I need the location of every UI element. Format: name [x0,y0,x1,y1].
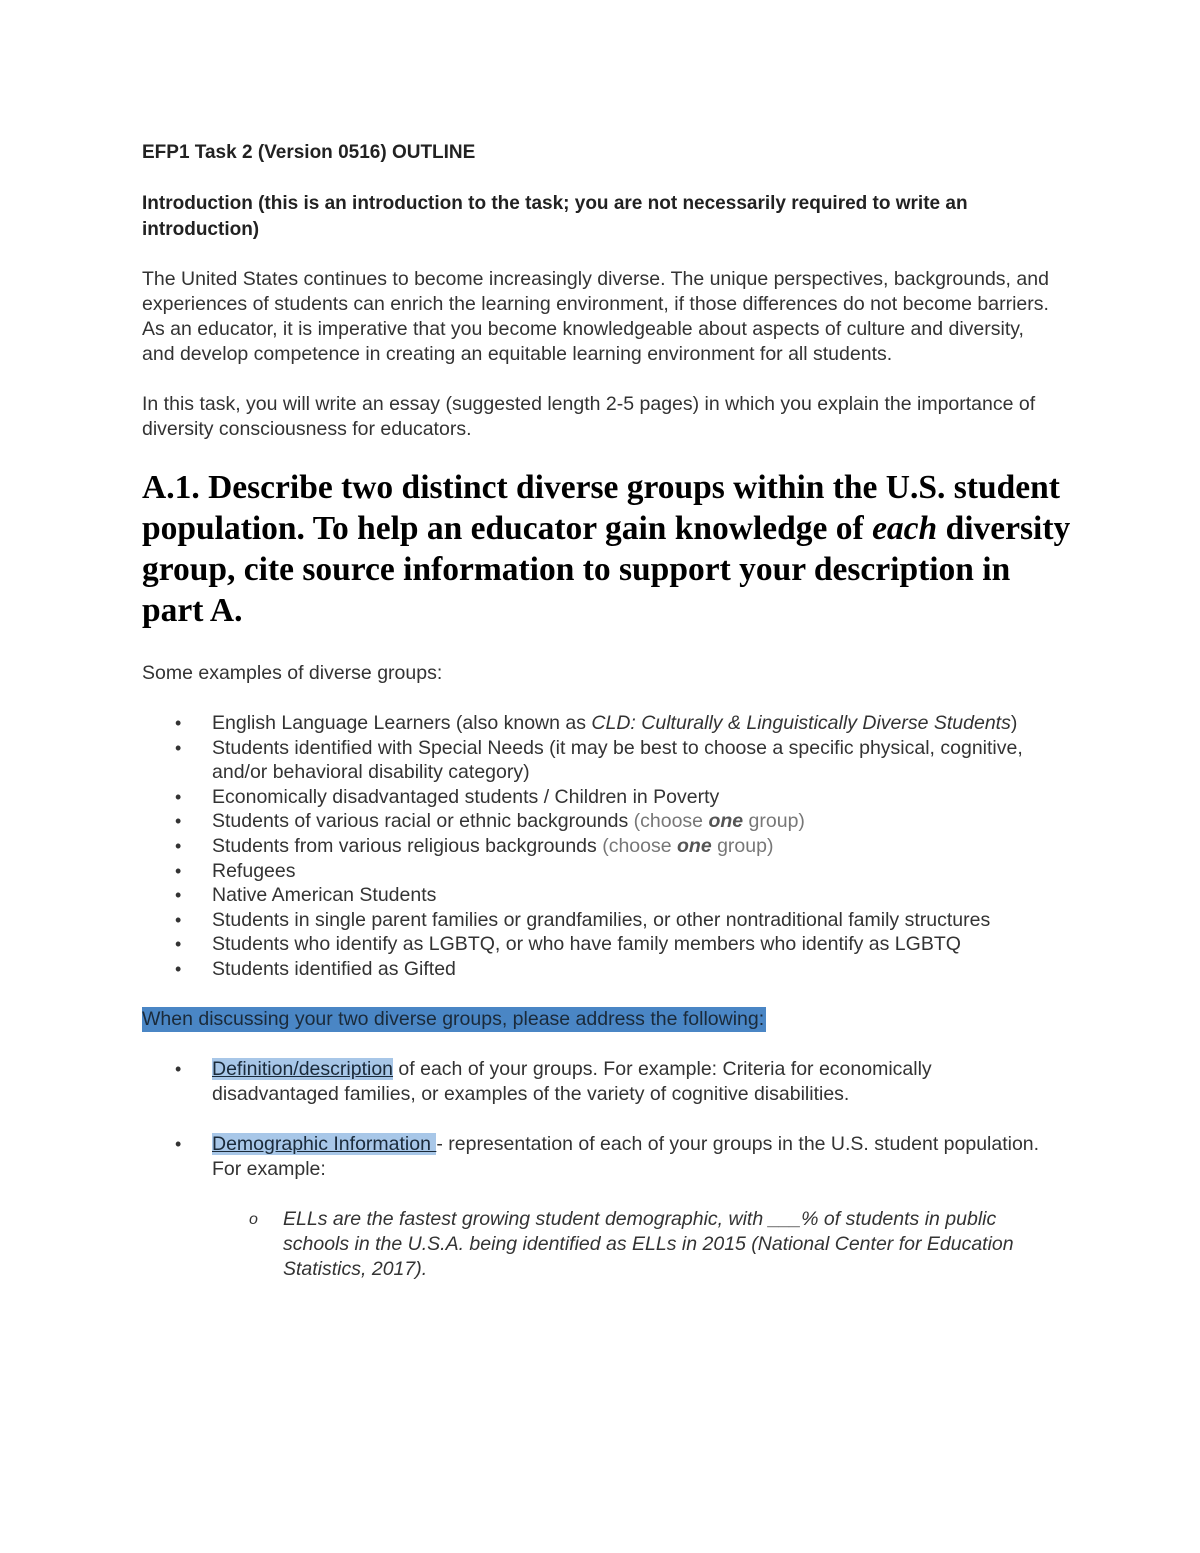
choose-note: (choose one group) [633,810,805,833]
list-item-text: Students who identify as LGBTQ, or who have family members who identify as LGBTQ [212,933,961,956]
section-a1-part1: A.1. Describe two distinct diverse groups within the U.S. student population. To help an educator gain knowledge of [142,469,1060,547]
list-item [142,908,1052,933]
section-a1-part2: diversity group, cite source information to support your description in part A. [142,510,1071,629]
bullet-icon: • [175,1058,182,1079]
list-item-text: Refugees [212,859,296,882]
list-item-text: Students from various religious backgrounds [212,834,603,857]
list-item [142,736,1052,785]
list-item [142,809,1052,834]
list-item [142,859,1052,884]
list-item-text: ) [1010,712,1018,734]
bullet-icon: • [175,885,182,906]
list-item [142,834,1052,859]
bullet-icon: • [175,786,182,807]
list-item [142,932,1052,957]
list-item-text: Students in single parent families or grandfamilies, or other nontraditional family structures [212,908,991,931]
bullet-icon: • [175,811,182,832]
demographic-term: Demographic Information [212,1132,437,1155]
demographic-example: ELLs are the fastest growing student demographic, with ___% of students in public schools in the U.S.A. being identified as ELLs in 2015 (National Center for Education Statistics, 2017). [283,1207,1014,1280]
list-item-text: Students identified with Special Needs (it may be best to choose a specific physical, cognitive, and/or behavioral disability category) [212,736,1023,784]
requirements-list [142,1057,1060,1182]
list-item-text: Economically disadvantaged students / Children in Poverty [212,785,720,808]
list-item [142,1057,1052,1107]
highlighted-instruction: When discussing your two diverse groups, please address the following: [142,1007,765,1030]
bullet-icon: • [175,1133,182,1154]
list-item-text: Native American Students [212,884,437,907]
definition-text: of each of your groups. For example: Criteria for economically disadvantaged families, or examples of the variety of cognitive disabilities. [212,1057,932,1105]
choose-note: (choose one group) [602,834,774,857]
bullet-icon: • [175,860,182,881]
intro-paragraph-2: In this task, you will write an essay (suggested length 2-5 pages) in which you explain the importance of diversity consciousness for educators. [142,393,1036,440]
bullet-icon: • [175,909,182,930]
list-item-italic: CLD: Culturally & Linguistically Diverse Students [591,712,1011,734]
sub-bullet-icon: o [249,1210,258,1228]
document-title: EFP1 Task 2 (Version 0516) OUTLINE [142,142,476,163]
bullet-icon: • [175,835,182,856]
bullet-icon: • [175,934,182,955]
bullet-icon: • [175,958,182,979]
section-a1-heading [142,467,1072,631]
demographic-example-list [142,1207,1060,1282]
section-a1-emphasis: each [872,510,938,547]
list-item [142,1132,1052,1182]
bullet-icon: • [175,713,182,733]
list-item [142,883,1052,908]
list-item [142,785,1052,810]
list-item-text: Students identified as Gifted [212,957,456,980]
list-item [142,711,1052,736]
definition-term: Definition/description [212,1057,394,1080]
bullet-icon: • [175,737,182,758]
demographic-text: - representation of each of your groups in the U.S. student population. For example: [212,1132,1040,1180]
examples-list [142,711,1060,982]
list-item [142,1207,1053,1282]
intro-paragraph-1: The United States continues to become increasingly diverse. The unique perspectives, backgrounds, and experiences of students can enrich the learning environment, if those differences do not become barriers. As an educator, it is imperative that you become knowledgeable about aspects of culture and diversity, and develop competence in creating an equitable learning environment for all students. [142,268,1049,365]
intro-heading: Introduction (this is an introduction to the task; you are not necessarily required to write an introduction) [142,193,968,240]
list-item-text: English Language Learners (also known as [212,712,592,734]
list-item [142,957,1052,982]
list-item-text: Students of various racial or ethnic backgrounds [212,810,634,833]
examples-intro: Some examples of diverse groups: [142,662,443,684]
